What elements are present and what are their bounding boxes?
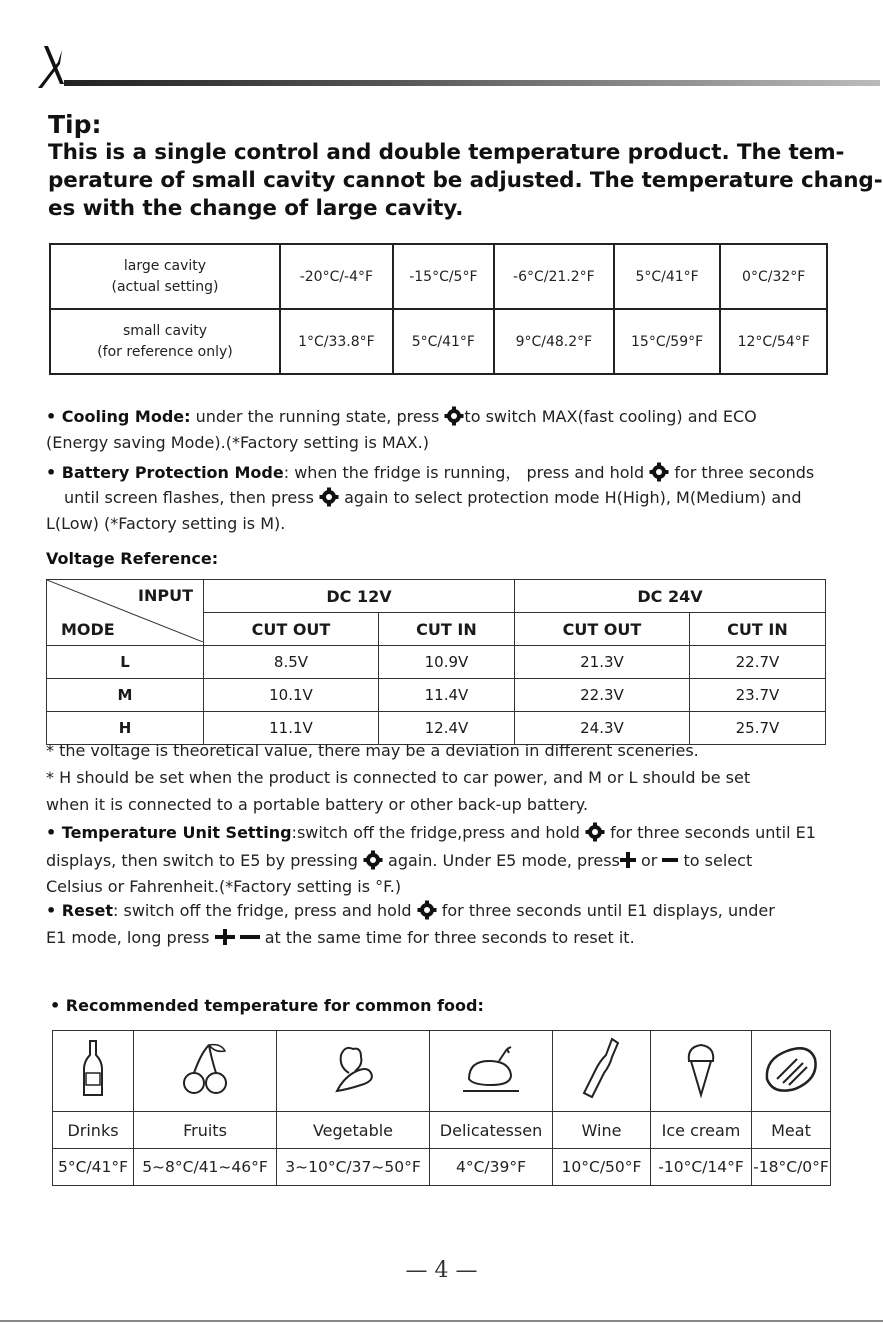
table-cell: 22.3V bbox=[514, 679, 689, 712]
food-name: Meat bbox=[752, 1112, 831, 1149]
table-row bbox=[53, 1031, 831, 1112]
table-cell: 11.1V bbox=[204, 712, 379, 745]
dc12-header: DC 12V bbox=[204, 580, 515, 613]
minus-icon bbox=[240, 929, 260, 945]
food-temperature: 10°C/50°F bbox=[553, 1149, 651, 1186]
table-cell: 8.5V bbox=[204, 646, 379, 679]
food-icon-cell bbox=[53, 1031, 134, 1112]
wine-bottle-icon bbox=[582, 1037, 622, 1101]
food-name: Wine bbox=[553, 1112, 651, 1149]
table-cell: 23.7V bbox=[689, 679, 825, 712]
table-cell: 10.1V bbox=[204, 679, 379, 712]
minus-icon bbox=[662, 852, 678, 868]
large-cavity-label: large cavity (actual setting) bbox=[50, 244, 280, 309]
tip-title: Tip: bbox=[48, 110, 102, 139]
mode-cell: L bbox=[47, 646, 204, 679]
food-temperature: 5~8°C/41~46°F bbox=[134, 1149, 277, 1186]
reset-line-1: • Reset: switch off the fridge, press and hold for three seconds until E1 displays, under bbox=[46, 901, 775, 920]
table-row bbox=[47, 646, 826, 679]
table-cell: 21.3V bbox=[514, 646, 689, 679]
table-cell: -6°C/21.2°F bbox=[494, 244, 614, 309]
table-cell: -20°C/-4°F bbox=[280, 244, 393, 309]
food-name: Delicatessen bbox=[430, 1112, 553, 1149]
food-name: Fruits bbox=[134, 1112, 277, 1149]
table-cell: 10.9V bbox=[378, 646, 514, 679]
food-icon-cell bbox=[651, 1031, 752, 1112]
table-row bbox=[53, 1112, 831, 1149]
cut-out-header: CUT OUT bbox=[514, 613, 689, 646]
battery-mode-line-3: L(Low) (*Factory setting is M). bbox=[46, 514, 286, 533]
food-icon-cell bbox=[752, 1031, 831, 1112]
table-cell: 22.7V bbox=[689, 646, 825, 679]
food-icon-cell bbox=[277, 1031, 430, 1112]
table-cell: 15°C/59°F bbox=[614, 309, 721, 374]
table-cell: 0°C/32°F bbox=[720, 244, 827, 309]
tip-line-3: es with the change of large cavity. bbox=[48, 196, 464, 221]
food-name: Vegetable bbox=[277, 1112, 430, 1149]
table-row bbox=[47, 712, 826, 745]
gear-icon bbox=[417, 900, 437, 920]
table-cell: 1°C/33.8°F bbox=[280, 309, 393, 374]
gear-icon bbox=[444, 406, 464, 426]
food-icon-cell bbox=[553, 1031, 651, 1112]
battery-mode-line-2: until screen flashes, then press again to select protection mode H(High), M(Medium) and bbox=[64, 488, 802, 507]
table-cell: 11.4V bbox=[378, 679, 514, 712]
food-name: Ice cream bbox=[651, 1112, 752, 1149]
note-line-3: when it is connected to a portable battery or other back-up battery. bbox=[46, 795, 589, 814]
tip-line-2: perature of small cavity cannot be adjusted. The temperature chang- bbox=[48, 168, 883, 193]
voltage-reference-table bbox=[46, 579, 826, 745]
food-icon-cell bbox=[134, 1031, 277, 1112]
table-row bbox=[47, 679, 826, 712]
table-cell: 25.7V bbox=[689, 712, 825, 745]
note-line-2: * H should be set when the product is connected to car power, and M or L should be set bbox=[46, 768, 751, 787]
food-temperature: 5°C/41°F bbox=[53, 1149, 134, 1186]
food-temperature-table bbox=[52, 1030, 831, 1186]
cut-out-header: CUT OUT bbox=[204, 613, 379, 646]
table-row bbox=[50, 309, 827, 374]
cut-in-header: CUT IN bbox=[689, 613, 825, 646]
steak-icon bbox=[761, 1039, 821, 1099]
input-mode-header: INPUT MODE bbox=[47, 580, 204, 646]
food-name: Drinks bbox=[53, 1112, 134, 1149]
temp-unit-line-1: • Temperature Unit Setting:switch off the fridge,press and hold for three seconds until E1 bbox=[46, 823, 816, 842]
gear-icon bbox=[585, 822, 605, 842]
dc24-header: DC 24V bbox=[514, 580, 825, 613]
ice-cream-icon bbox=[681, 1039, 721, 1099]
table-row bbox=[47, 580, 826, 613]
mode-cell: M bbox=[47, 679, 204, 712]
table-cell: -15°C/5°F bbox=[393, 244, 494, 309]
cavity-temperature-table bbox=[49, 243, 828, 375]
food-heading: • Recommended temperature for common food: bbox=[50, 996, 484, 1015]
table-cell: 12°C/54°F bbox=[720, 309, 827, 374]
footer-rule bbox=[0, 1320, 883, 1322]
food-temperature: -18°C/0°F bbox=[752, 1149, 831, 1186]
temp-unit-line-2: displays, then switch to E5 by pressing again. Under E5 mode, press or to select bbox=[46, 851, 753, 870]
food-temperature: 3~10°C/37~50°F bbox=[277, 1149, 430, 1186]
plus-icon bbox=[620, 852, 636, 868]
cooling-mode-line-1: • Cooling Mode: under the running state, press to switch MAX(fast cooling) and ECO bbox=[46, 407, 757, 426]
bottle-icon bbox=[78, 1039, 108, 1099]
gear-icon bbox=[319, 487, 339, 507]
small-cavity-label: small cavity (for reference only) bbox=[50, 309, 280, 374]
food-temperature: 4°C/39°F bbox=[430, 1149, 553, 1186]
table-row bbox=[50, 244, 827, 309]
gear-icon bbox=[363, 850, 383, 870]
voltage-heading: Voltage Reference: bbox=[46, 549, 219, 568]
cooling-mode-line-2: (Energy saving Mode).(*Factory setting is MAX.) bbox=[46, 433, 429, 452]
cherries-icon bbox=[175, 1039, 235, 1099]
table-row bbox=[53, 1149, 831, 1186]
tip-line-1: This is a single control and double temperature product. The tem- bbox=[48, 140, 845, 165]
mode-cell: H bbox=[47, 712, 204, 745]
plus-icon bbox=[215, 929, 235, 945]
page-number: — 4 — bbox=[405, 1258, 478, 1283]
note-line-1: * the voltage is theoretical value, there may be a deviation in different sceneries. bbox=[46, 741, 699, 760]
cut-in-header: CUT IN bbox=[378, 613, 514, 646]
reset-line-2: E1 mode, long press at the same time for three seconds to reset it. bbox=[46, 928, 635, 947]
vegetable-icon bbox=[323, 1039, 383, 1099]
food-icon-cell bbox=[430, 1031, 553, 1112]
table-cell: 12.4V bbox=[378, 712, 514, 745]
temp-unit-line-3: Celsius or Fahrenheit.(*Factory setting is °F.) bbox=[46, 877, 402, 896]
gear-icon bbox=[649, 462, 669, 482]
roast-chicken-icon bbox=[459, 1039, 523, 1099]
food-temperature: -10°C/14°F bbox=[651, 1149, 752, 1186]
table-cell: 5°C/41°F bbox=[393, 309, 494, 374]
table-cell: 24.3V bbox=[514, 712, 689, 745]
table-cell: 9°C/48.2°F bbox=[494, 309, 614, 374]
battery-mode-line-1: • Battery Protection Mode: when the fridge is running， press and hold for three seconds bbox=[46, 463, 815, 482]
table-cell: 5°C/41°F bbox=[614, 244, 721, 309]
header-rule bbox=[64, 80, 880, 86]
